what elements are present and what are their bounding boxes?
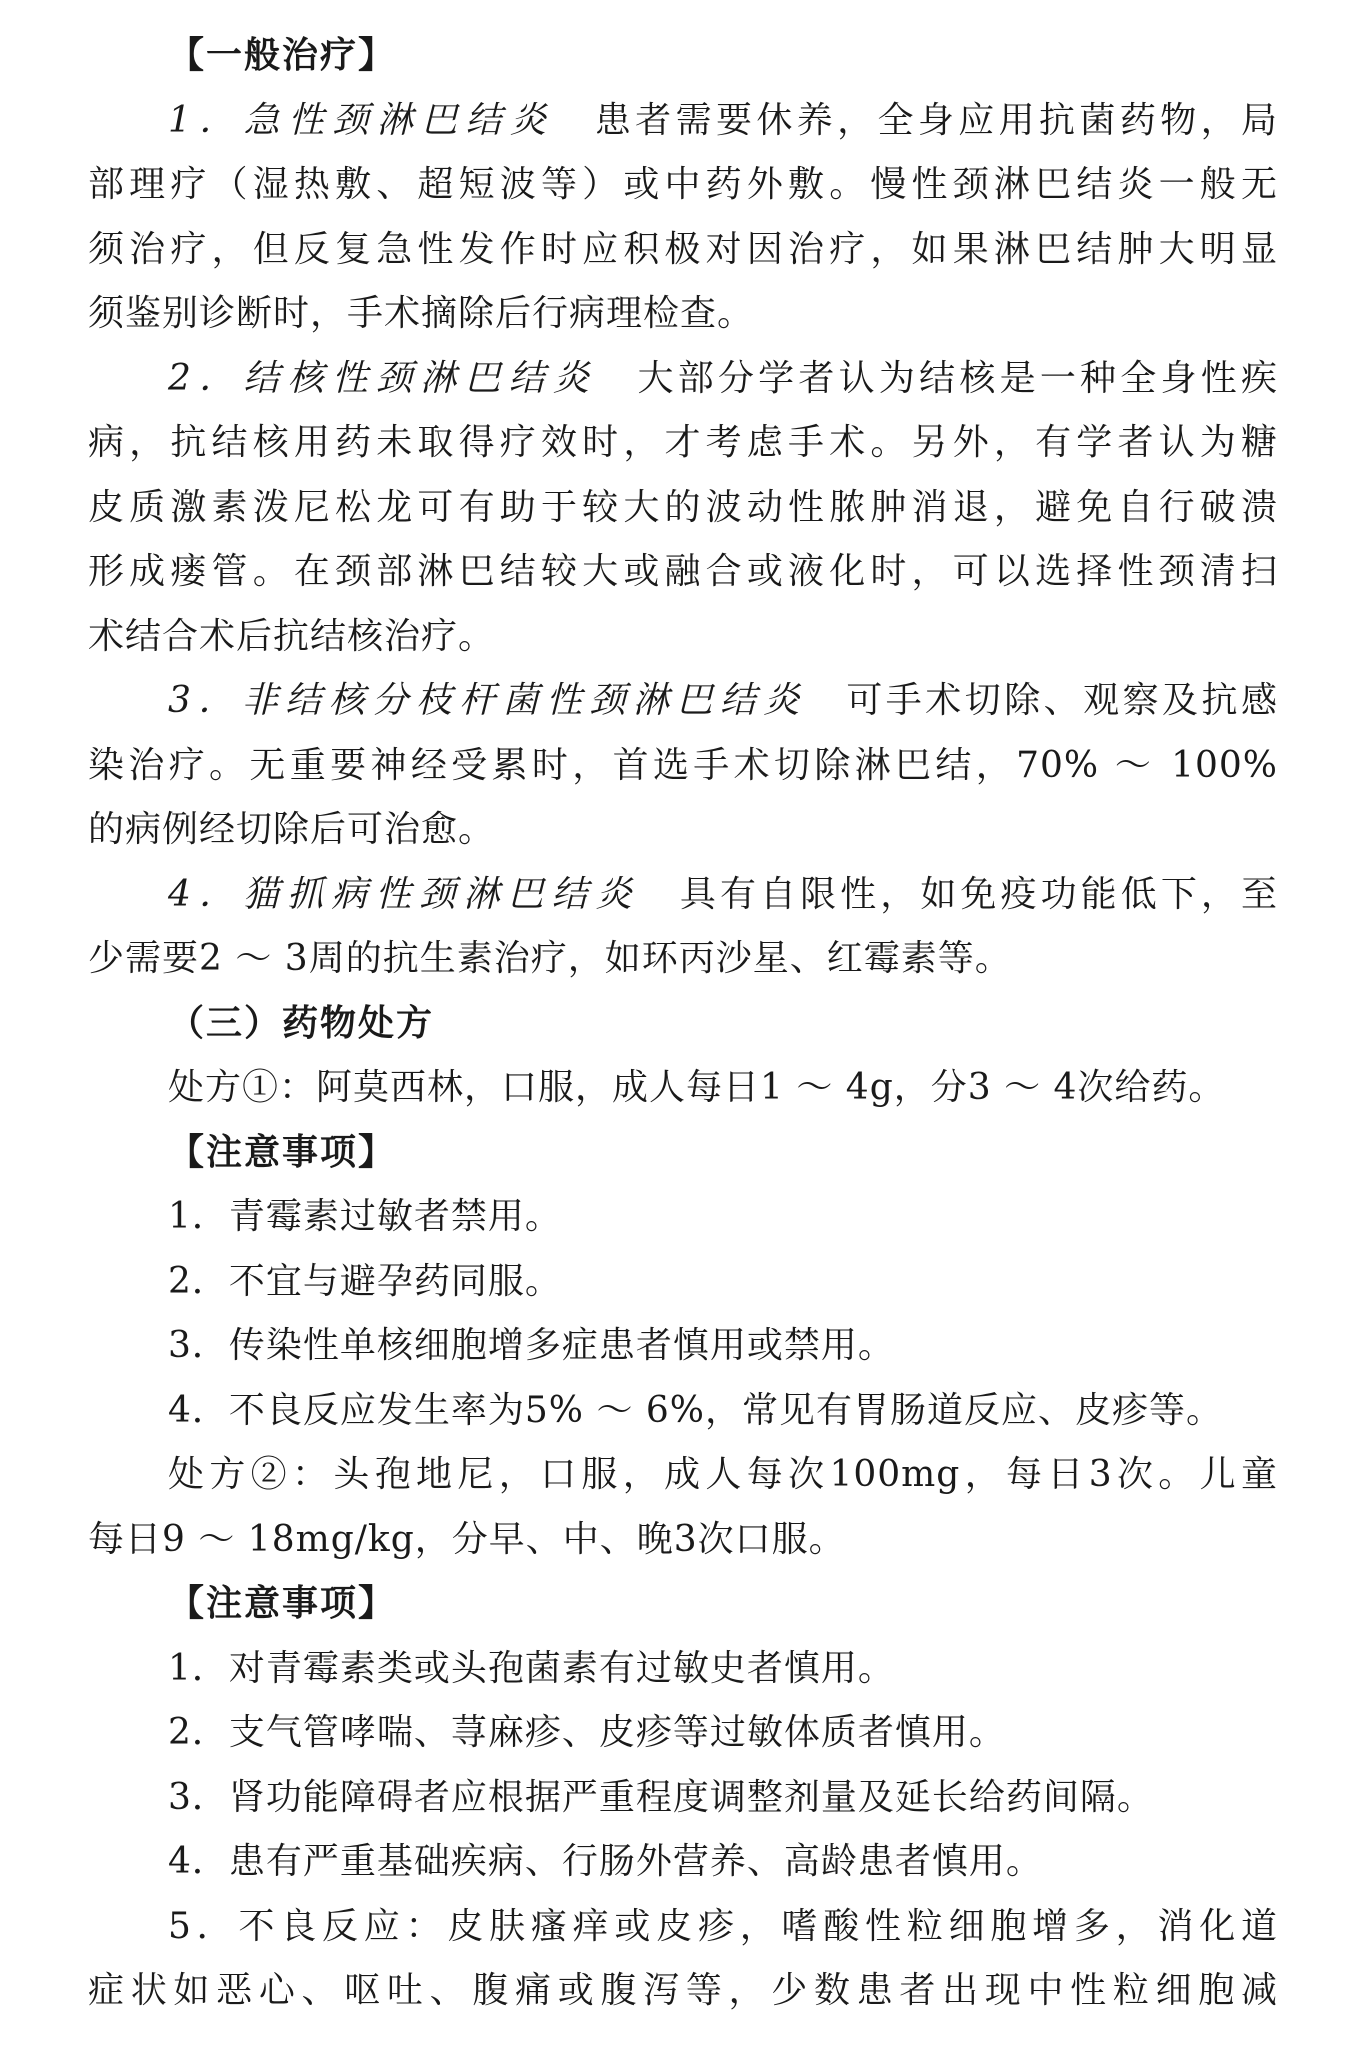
line-text: 大部分学者认为结核是一种全身性疾 (597, 357, 1278, 399)
paragraph-line: 症状如恶心、呕吐、腹痛或腹泻等，少数患者出现中性粒细胞减 (88, 1970, 1278, 2011)
paragraph-line: 形成瘘管。在颈部淋巴结较大或融合或液化时，可以选择性颈清扫 (88, 551, 1278, 592)
paragraph-line: 少需要2 ～ 3周的抗生素治疗，如环丙沙星、红霉素等。 (88, 938, 1012, 979)
paragraph-line (88, 863, 1278, 928)
subheading-cat-scratch: 4．猫抓病性颈淋巴结炎 (168, 873, 640, 915)
subheading-ntm: 3．非结核分枝杆菌性颈淋巴结炎 (168, 680, 807, 721)
paragraph-line: 术结合术后抗结核治疗。 (88, 615, 496, 657)
heading-general-treatment: 【一般治疗】 (168, 35, 397, 76)
precaution-item: 5．不良反应：皮肤瘙痒或皮疹，嗜酸性粒细胞增多，消化道 (168, 1905, 1278, 1947)
precaution-item: 2．支气管哮喘、荨麻疹、皮疹等过敏体质者慎用。 (168, 1712, 1006, 1753)
line-text: 患者需要休养，全身应用抗菌药物，局 (554, 99, 1278, 141)
precaution-item: 3．传染性单核细胞增多症患者慎用或禁用。 (168, 1325, 895, 1366)
paragraph-line: 每日9 ～ 18mg/kg，分早、中、晚3次口服。 (88, 1518, 846, 1560)
heading-precautions: 【注意事项】 (168, 1131, 397, 1173)
paragraph-line: 染治疗。无重要神经受累时，首选手术切除淋巴结，70% ～ 100% (88, 744, 1278, 786)
line-text: 可手术切除、观察及抗感 (806, 680, 1278, 721)
precaution-item: 4．不良反应发生率为5% ～ 6%，常见有胃肠道反应、皮疹等。 (168, 1389, 1224, 1431)
paragraph-line (88, 669, 1278, 734)
paragraph-line: 病，抗结核用药未取得疗效时，才考虑手术。另外，有学者认为糖 (88, 422, 1278, 463)
precaution-item: 2．不宜与避孕药同服。 (168, 1260, 562, 1302)
heading-precautions: 【注意事项】 (168, 1583, 397, 1624)
paragraph-line: 须鉴别诊断时，手术摘除后行病理检查。 (88, 293, 755, 334)
paragraph-line (88, 347, 1278, 412)
document-page (88, 24, 1278, 2024)
precaution-item: 1．青霉素过敏者禁用。 (168, 1196, 562, 1237)
subheading-tuberculous: 2．结核性颈淋巴结炎 (168, 357, 598, 399)
prescription-2: 处方②：头孢地尼，口服，成人每次100mg，每日3次。儿童 (168, 1454, 1278, 1495)
precaution-item: 3．肾功能障碍者应根据严重程度调整剂量及延长给药间隔。 (168, 1776, 1154, 1818)
precaution-item: 4．患有严重基础疾病、行肠外营养、高龄患者慎用。 (168, 1841, 1043, 1882)
paragraph-line: 部理疗（湿热敷、超短波等）或中药外敷。慢性颈淋巴结炎一般无 (88, 164, 1278, 205)
paragraph-line: 须治疗，但反复急性发作时应积极对因治疗，如果淋巴结肿大明显 (88, 228, 1278, 270)
paragraph-line: 皮质激素泼尼松龙可有助于较大的波动性脓肿消退，避免自行破溃 (88, 486, 1278, 528)
precaution-item: 1．对青霉素类或头孢菌素有过敏史者慎用。 (168, 1647, 895, 1689)
prescription-1: 处方①：阿莫西林，口服，成人每日1 ～ 4g，分3 ～ 4次给药。 (168, 1067, 1226, 1108)
subheading-acute: 1．急性颈淋巴结炎 (168, 99, 555, 141)
paragraph-line: 的病例经切除后可治愈。 (88, 809, 496, 850)
paragraph-line (88, 89, 1278, 154)
line-text: 具有自限性，如免疫功能低下，至 (639, 873, 1278, 915)
heading-prescriptions: （三）药物处方 (168, 1002, 435, 1044)
